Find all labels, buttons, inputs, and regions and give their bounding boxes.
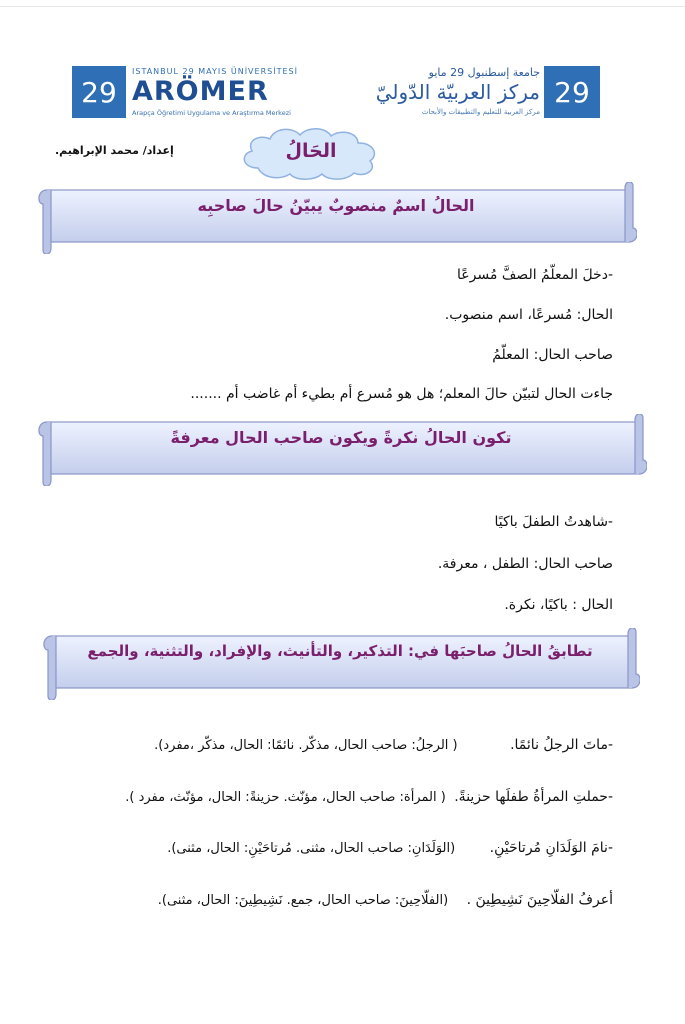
example-line — [125, 789, 613, 805]
logo-brand-name: ARÖMER — [132, 76, 269, 107]
example-sentence: -ماتَ الرجلُ نائمًا. — [510, 737, 613, 753]
example-sentence: -نامَ الوَلَدَانِ مُرتاحَيْنِ. — [489, 840, 613, 856]
text-line: -دخلَ المعلّمُ الصفَّ مُسرعًا — [457, 267, 613, 283]
text-line: صاحب الحال: الطفل ، معرفة. — [437, 556, 613, 572]
text-line: -شاهدتُ الطفلَ باكيًا — [494, 514, 613, 530]
rule-banner-3 — [40, 628, 640, 686]
text-line: جاءت الحال لتبيّن حالَ المعلم؛ هل هو مُسرع أم بطيء أم غاضب أم ....... — [190, 386, 613, 402]
example-sentence: -حملتِ المرأةُ طفلَها حزينةً. — [454, 789, 613, 805]
page-title: الحَالُ — [285, 140, 337, 162]
logo-number-box: 29 — [72, 66, 126, 118]
aromer-logo — [72, 66, 297, 118]
example-line — [167, 840, 613, 856]
logo-university-name: ISTANBUL 29 MAYIS ÜNİVERSİTESİ — [132, 67, 298, 76]
text-line: صاحب الحال: المعلّمُ — [492, 347, 613, 363]
logo-subtitle: مركز العربية للتعليم والتطبيقات والأبحاث — [421, 108, 540, 116]
rule-banner-text: تكون الحالُ نكرةً ويكون صاحب الحال معرفةً — [170, 428, 512, 447]
logo-university-name: جامعة إسطنبول 29 مايو — [428, 66, 540, 79]
scroll-shape — [35, 414, 647, 486]
rule-banner-text: الحالُ اسمٌ منصوبٌ يبيّنُ حالَ صاحبِه — [197, 196, 475, 215]
example-line — [154, 737, 613, 753]
example-line — [158, 892, 613, 908]
rule-banner-text: تطابقُ الحالُ صاحبَها في: التذكير، والتأنيث، والإفراد، والتثنية، والجمع — [87, 642, 593, 660]
scroll-shape — [35, 182, 637, 254]
example-note: ( المرأة: صاحب الحال، مؤنّث. حزينةً: الحال، مؤنّث، مفرد ). — [125, 790, 446, 805]
rule-banner-2 — [35, 414, 647, 472]
text-line: الحال: مُسرعًا، اسم منصوب. — [444, 307, 613, 323]
author-credit: إعداد/ محمد الإبراهيم. — [55, 144, 174, 157]
arabic-center-logo — [375, 66, 600, 122]
logo-subtitle: Arapça Öğretimi Uygulama ve Araştırma Merkezi — [132, 109, 291, 117]
title-cloud — [236, 124, 386, 184]
example-sentence: أعرفُ الفلّاحِينَ نَشِيطِينَ . — [466, 892, 613, 908]
logo-number-box: 29 — [544, 66, 600, 118]
page-top-border — [0, 6, 685, 7]
example-note: (الوَلَدَانِ: صاحب الحال، مثنى. مُرتاحَيْنِ: الحال، مثنى). — [167, 841, 456, 856]
text-line: الحال : باكيًا، نكرة. — [504, 597, 613, 613]
logo-center-name: مركز العربيّة الدّوليّ — [375, 80, 540, 104]
rule-banner-1 — [35, 182, 637, 240]
scroll-shape — [40, 628, 640, 700]
example-note: ( الرجلُ: صاحب الحال، مذكّر. نائمًا: الحال، مذكّر ،مفرد). — [154, 738, 458, 753]
example-note: (الفلّاحِينَ: صاحب الحال، جمع. نَشِيطِينَ: الحال، مثنى). — [157, 893, 449, 908]
